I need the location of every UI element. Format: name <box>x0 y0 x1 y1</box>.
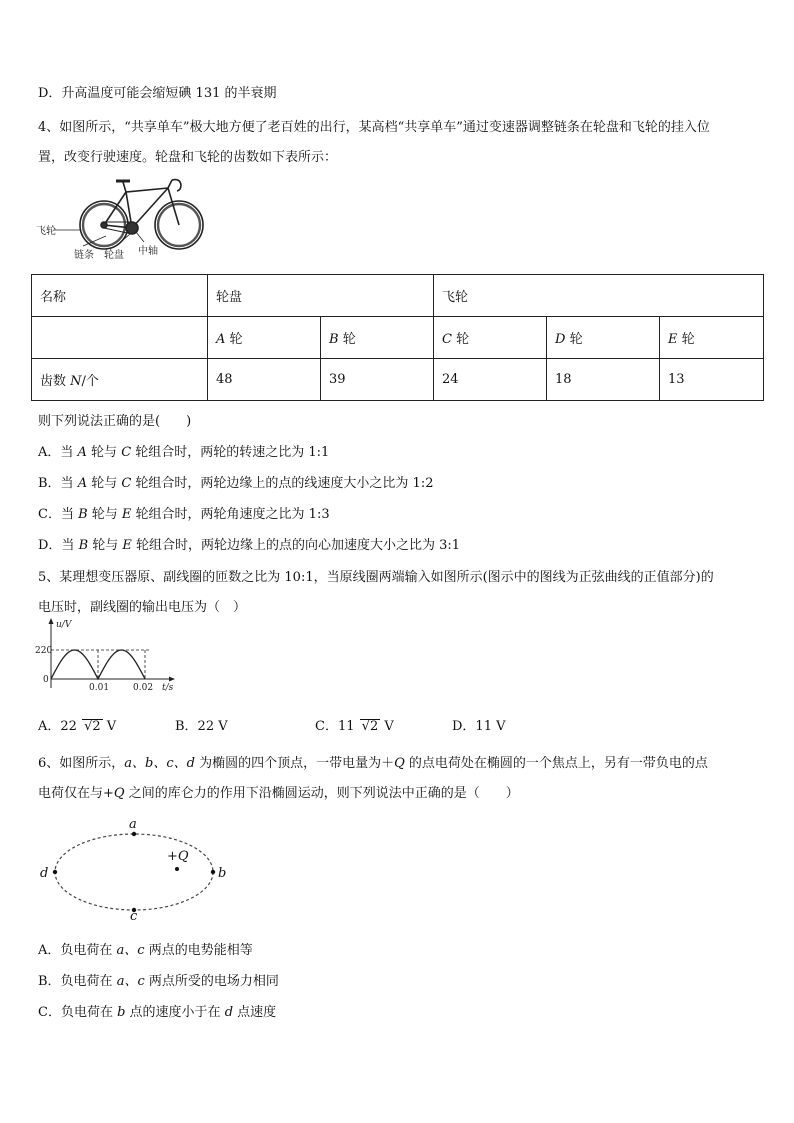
wheel-b-cell: B 轮 <box>321 317 434 359</box>
table-header-row <box>32 275 764 317</box>
q5-option-c: C．11 √2 V <box>315 719 394 734</box>
voltage-graph <box>34 616 184 694</box>
q4-prompt: 则下列说法正确的是( ) <box>38 414 192 429</box>
y-tick-220: 220 <box>35 646 53 656</box>
bicycle-drawing <box>54 180 203 249</box>
y-axis-label: u/V <box>56 620 72 630</box>
blank-cell <box>32 317 208 359</box>
gear-teeth-table <box>31 274 764 401</box>
q5-option-b: B．22 V <box>175 719 228 734</box>
teeth-d: 18 <box>547 359 660 401</box>
label-d: d <box>40 866 49 881</box>
q6-stem-line2: 电荷仅在与+Q 之间的库仑力的作用下沿椭圆运动，则下列说法中正确的是（ ） <box>38 786 519 801</box>
table-teeth-row <box>32 359 764 401</box>
vertex-a <box>132 832 136 836</box>
sqrt-symbol: √2 <box>361 719 379 734</box>
wheel-e-cell: E 轮 <box>660 317 764 359</box>
chainring-label: 轮盘 <box>104 250 124 261</box>
label-charge: +Q <box>167 849 189 864</box>
header-flywheel: 飞轮 <box>434 275 764 317</box>
bicycle-figure <box>34 170 214 262</box>
x-axis-label: t/s <box>162 683 174 693</box>
x-tick-001: 0.01 <box>89 683 110 693</box>
q4-option-a: A．当 A 轮与 C 轮组合时，两轮的转速之比为 1:1 <box>38 445 330 460</box>
charge-point <box>175 867 179 871</box>
ellipse-figure <box>38 814 238 922</box>
header-name: 名称 <box>32 275 208 317</box>
q5-stem-line2: 电压时，副线圈的输出电压为（ ） <box>38 600 247 615</box>
q4-stem-line1: 4、如图所示，“共享单车”极大地方便了老百姓的出行，某高档“共享单车”通过变速器调整链条在轮盘和飞轮的挂入位 <box>38 120 710 135</box>
teeth-a: 48 <box>208 359 321 401</box>
q6-stem-line1: 6、如图所示，a、b、c、d 为椭圆的四个顶点，一带电量为＋Q 的点电荷处在椭圆的一个焦点上，另有一带负电的点 <box>38 756 708 771</box>
q5-option-a: A．22 √2 V <box>38 719 117 734</box>
origin-label: 0 <box>43 675 49 685</box>
q4-option-c: C．当 B 轮与 E 轮组合时，两轮角速度之比为 1:3 <box>38 507 330 522</box>
table-subheader-row <box>32 317 764 359</box>
teeth-row-label: 齿数 N/个 <box>32 359 208 401</box>
teeth-b: 39 <box>321 359 434 401</box>
label-a: a <box>129 817 137 832</box>
vertex-b <box>211 870 215 874</box>
header-chainring: 轮盘 <box>208 275 434 317</box>
q5-stem-line1: 5、某理想变压器原、副线圈的匝数之比为 10:1，当原线圈两端输入如图所示(图示中的图线为正弦曲线的正值部分)的 <box>38 570 714 585</box>
wheel-a-cell: A 轮 <box>208 317 321 359</box>
wheel-c-cell: C 轮 <box>434 317 547 359</box>
teeth-e: 13 <box>660 359 764 401</box>
q6-option-b: B．负电荷在 a、c 两点所受的电场力相同 <box>38 974 279 989</box>
q4-stem-line2: 置，改变行驶速度。轮盘和飞轮的齿数如下表所示： <box>38 150 338 165</box>
q3-option-d: D．升高温度可能会缩短碘 131 的半衰期 <box>38 86 277 101</box>
teeth-c: 24 <box>434 359 547 401</box>
flywheel-label: 飞轮 <box>36 226 56 237</box>
label-c: c <box>130 909 138 922</box>
sqrt-symbol: √2 <box>84 719 101 734</box>
x-tick-002: 0.02 <box>133 683 154 693</box>
voltage-curve <box>51 650 145 679</box>
q4-option-b: B．当 A 轮与 C 轮组合时，两轮边缘上的点的线速度大小之比为 1:2 <box>38 476 434 491</box>
q6-option-a: A．负电荷在 a、c 两点的电势能相等 <box>38 943 253 958</box>
chain-label: 链条 <box>74 250 94 261</box>
q4-option-d: D．当 B 轮与 E 轮组合时，两轮边缘上的点的向心加速度大小之比为 3:1 <box>38 538 461 553</box>
axle-label: 中轴 <box>138 246 158 257</box>
vertex-d <box>53 870 57 874</box>
elliptical-orbit <box>55 834 213 910</box>
label-b: b <box>218 866 227 881</box>
q6-option-c: C．负电荷在 b 点的速度小于在 d 点速度 <box>38 1005 277 1020</box>
wheel-d-cell: D 轮 <box>547 317 660 359</box>
q5-option-d: D．11 V <box>452 719 506 734</box>
